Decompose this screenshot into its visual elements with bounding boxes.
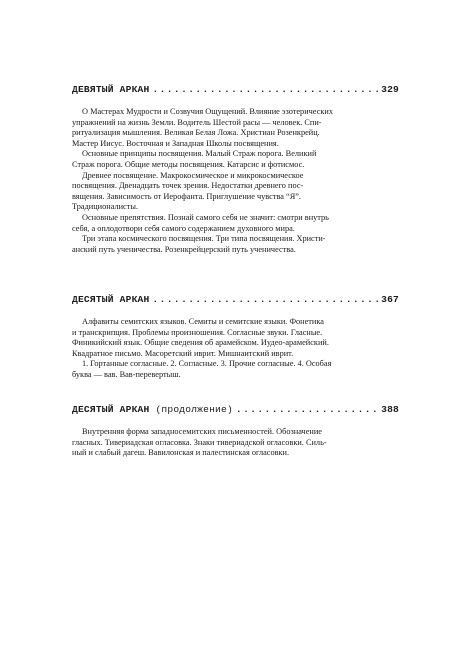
- summary-line: ный и слабый дагеш. Вавилонская и палестинская огласовки.: [72, 448, 290, 458]
- summary-line: Основные принципы посвящения. Малый Страж порога. Великий: [82, 149, 317, 159]
- summary-line: упражнений на жизнь Земли. Водитель Шестой расы — человек. Спи-: [72, 117, 322, 127]
- dot-leader: [152, 84, 378, 95]
- summary-line: Алфавиты семитских языков. Семиты и семитские языки. Фонетика: [82, 317, 324, 326]
- chapter-title: ДЕСЯТЫЙ АРКАН: [72, 404, 150, 415]
- summary-line: ритуализация мышления. Великая Белая Ложа. Христиан Розенкрейц.: [72, 128, 320, 138]
- summary-line: себя, а оплодотвори себя самого содержанием духовного мира.: [72, 223, 295, 233]
- chapter-subtitle: (продолжение): [155, 404, 233, 415]
- summary-line: Древнее посвящение. Макрокосмическое и микрокосмическое: [82, 170, 304, 180]
- summary-line: О Мастерах Мудрости и Созвучия Ощущений. Влияние эзотерических: [82, 107, 334, 116]
- summary-line: Мастер Иисус. Восточная и Западная Школы посвящения.: [72, 138, 279, 148]
- page-number: 367: [381, 294, 399, 305]
- toc-entry-tenth-arcanum: [72, 294, 399, 381]
- toc-entry-ninth-arcanum: [72, 84, 399, 255]
- chapter-summary: [72, 427, 399, 459]
- summary-line: Основные препятствия. Познай самого себя не значит: смотри внутрь: [82, 212, 329, 222]
- dot-leader: [152, 294, 378, 305]
- page-number: 388: [381, 404, 399, 415]
- dot-leader: [236, 404, 378, 415]
- summary-line: Внутренняя форма западносемитских письменностей. Обозначение: [82, 427, 322, 436]
- toc-heading[interactable]: [72, 84, 399, 95]
- summary-line: буква — вав. Вав-перевертыш.: [72, 369, 181, 379]
- summary-line: Квадратное письмо. Масоретский иврит. Мишнаитский иврит.: [72, 348, 294, 358]
- summary-line: Три этапа космического посвящения. Три типа посвящения. Христи-: [82, 234, 326, 244]
- summary-line: 1. Гортанные согласные. 2. Согласные. 3. Прочие согласные. 4. Особая: [82, 359, 332, 369]
- summary-line: вящения. Зависимость от Иерофанта. Приглушение чувства “Я”.: [72, 191, 301, 201]
- summary-line: гласных. Тивериадская огласовка. Знаки тивериадской огласовки. Силь-: [72, 437, 327, 447]
- chapter-summary: [72, 317, 399, 381]
- toc-heading[interactable]: [72, 404, 399, 415]
- toc-entry-tenth-arcanum-continued: [72, 404, 399, 459]
- summary-line: и транскрипция. Проблемы произношения. Согласные звуки. Гласные.: [72, 327, 323, 337]
- chapter-summary: [72, 107, 399, 255]
- summary-line: Страж порога. Общие методы посвящения. Катарсис и фотисмос.: [72, 159, 305, 169]
- toc-heading[interactable]: [72, 294, 399, 305]
- summary-line: Традиционалисты.: [72, 202, 139, 212]
- summary-line: посвящения. Двенадцать точек зрения. Недостатки древнего пос-: [72, 181, 304, 191]
- chapter-title: ДЕВЯТЫЙ АРКАН: [72, 84, 150, 95]
- summary-line: Финикийский язык. Общие сведения об арамейском. Иудео-арамейский.: [72, 338, 329, 348]
- summary-line: анский путь ученичества. Розенкрейцерский путь ученичества.: [72, 244, 296, 254]
- chapter-title: ДЕСЯТЫЙ АРКАН: [72, 294, 150, 305]
- page-number: 329: [381, 84, 399, 95]
